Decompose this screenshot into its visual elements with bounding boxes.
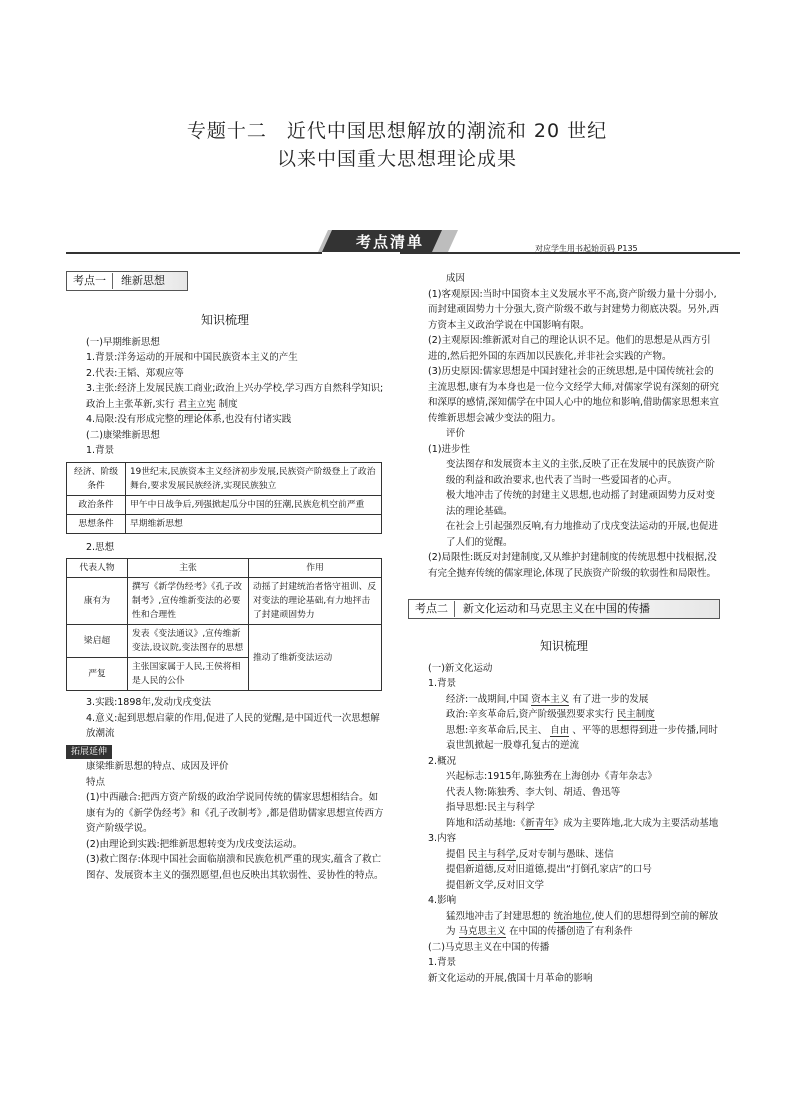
paragraph: 1.背景: [428, 957, 457, 968]
thought-table: [66, 558, 382, 691]
table-header: 主张: [128, 559, 249, 578]
text: 有了进一步的发展: [572, 693, 649, 705]
answer-text: 民主与科学: [468, 848, 516, 860]
paragraph: (2)主观原因:维新派对自己的理论认识不足。他们的思想是从西方引进的,然后把外国的东西加以民族化,并非社会实践的产物。: [428, 335, 711, 362]
table-cell: 政治条件: [67, 495, 126, 514]
table-cell: 经济、阶级条件: [67, 462, 126, 495]
paragraph: 1.背景: [86, 445, 115, 456]
page-title-line2: 以来中国重大思想理论成果: [276, 148, 517, 170]
topic-title: 维新思想: [121, 274, 165, 288]
table-row: [67, 625, 382, 658]
table-header: 代表人物: [67, 559, 128, 578]
paragraph: [408, 924, 720, 940]
text: 制度: [218, 398, 238, 410]
paragraph: 评价: [446, 428, 466, 439]
text: 》成为主要阵地,北大成为主要活动基地: [553, 817, 719, 829]
table-row: [67, 578, 382, 625]
table-cell: 思想条件: [67, 514, 126, 533]
table-cell: 发表《变法通议》,宣传维新变法,设议院,变法图存的思想: [128, 625, 249, 658]
paragraph: 康梁维新思想的特点、成因及评价: [86, 761, 229, 772]
topic-header-2: [408, 599, 720, 619]
answer-text: 马克思主义: [458, 926, 507, 937]
text: 思想:辛亥革命后,民主、: [446, 724, 548, 736]
paragraph: 1.背景:洋务运动的开展和中国民族资本主义的产生: [86, 352, 298, 363]
text: ,反对专制与愚昧、迷信: [515, 848, 614, 860]
table-header-row: [67, 559, 382, 578]
table-row: [67, 462, 382, 495]
subsection-title: (一)早期维新思想: [86, 336, 160, 348]
paragraph: 3.内容: [428, 833, 457, 844]
topic-header-1: [66, 271, 188, 291]
table-header: 作用: [249, 559, 382, 578]
table-cell: 康有为: [67, 578, 128, 625]
table-cell: 推动了维新变法运动: [249, 625, 382, 691]
table-cell: 严复: [67, 658, 128, 691]
paragraph: [408, 816, 720, 832]
table-cell: 主张国家属于人民,王侯将相是人民的公仆: [128, 658, 249, 691]
paragraph: 4.影响: [428, 895, 457, 906]
left-column: [66, 271, 384, 883]
table-row: [67, 495, 382, 514]
paragraph: 成因: [446, 273, 466, 284]
text: ,使人们的思想得到空前的解放: [591, 910, 719, 922]
answer-text: 统治地位: [553, 910, 592, 922]
table-cell: 早期维新思想: [126, 514, 382, 533]
extension-label-wrap: [66, 744, 384, 760]
paragraph: 2.思想: [86, 541, 115, 553]
text: 政治:辛亥革命后,资产阶级强烈要求实行: [446, 709, 614, 720]
text: 在中国的传播创造了有利条件: [509, 926, 633, 937]
table-cell: 动摇了封建统治者恪守祖训、反对变法的理论基础,有力地抨击了封建顽固势力: [249, 578, 382, 625]
paragraph: 特点: [86, 776, 106, 788]
paragraph: 4.意义:起到思想启蒙的作用,促进了人民的觉醒,是中国近代一次思想解放潮流: [86, 712, 380, 739]
paragraph: 指导思想:民主与科学: [446, 802, 535, 813]
table-cell: 撰写《新学伪经考》《孔子改制考》,宣传维新变法的必要性和合理性: [128, 578, 249, 625]
paragraph: [408, 909, 720, 925]
subsection-title: (一)新文化运动: [428, 662, 493, 674]
paragraph: 代表人物:陈独秀、李大钊、胡适、鲁迅等: [446, 786, 621, 798]
table-cell: 甲午中日战争后,列强掀起瓜分中国的狂潮,民族危机空前严重: [126, 495, 382, 514]
paragraph: (2)由理论到实践:把维新思想转变为戊戌变法运动。: [86, 838, 303, 850]
paragraph: (3)历史原因:儒家思想是中国封建社会的正统思想,是中国传统社会的主流思想,康有为本身也是一位今文经学大师,对儒家学说有深刻的研究和深厚的感情,深知儒学在中国人心中的地位和影响,借助儒家思想来宣传维新思想会减少变法的阻力。: [428, 366, 720, 424]
paragraph: 4.局限:没有形成完整的理论体系,也没有付诸实践: [86, 414, 292, 425]
banner-label: 考点清单: [355, 233, 424, 251]
answer-text: 资本主义: [531, 693, 570, 705]
banner-rule-left: [66, 252, 322, 254]
text: 猛烈地冲击了封建思想的: [446, 910, 551, 922]
paragraph: 变法图存和发展资本主义的主张,反映了正在发展中的民族资产阶级的利益和政治要求,也代表了当时一些爱国者的心声。: [446, 459, 716, 486]
section-heading: 知识梳理: [539, 639, 588, 653]
paragraph: [408, 847, 720, 863]
paragraph: 3.实践:1898年,发动戊戌变法: [86, 697, 211, 708]
text: 阵地和活动基地:《: [446, 817, 526, 829]
extension-label: 拓展延伸: [66, 745, 112, 759]
section-heading: 知识梳理: [200, 313, 249, 327]
text: 提倡: [446, 848, 466, 860]
paragraph: (2)局限性:既反对封建制度,又从维护封建制度的传统思想中找根据,没有完全抛弃传统的儒家理论,体现了民族资产阶级的软弱性和局限性。: [428, 552, 717, 579]
paragraph: 提倡新文学,反对旧文学: [446, 879, 545, 891]
paragraph: (1)进步性: [428, 443, 470, 455]
page-reference: 对应学生用书起始页码 P135: [535, 244, 638, 253]
answer-text: 新青年: [525, 817, 554, 829]
paragraph: 在社会上引起强烈反响,有力地推动了戊戌变法运动的开展,也促进了人们的觉醒。: [446, 521, 719, 548]
table-cell: 梁启超: [67, 625, 128, 658]
topic-number: 考点一: [67, 273, 113, 289]
answer-text: 民主制度: [616, 709, 655, 720]
paragraph: [66, 381, 384, 412]
answer-text: 自由: [550, 724, 570, 736]
paragraph: [408, 723, 720, 754]
subsection-title: (二)马克思主义在中国的传播: [428, 941, 550, 953]
right-column: [408, 271, 720, 986]
text: 为: [446, 926, 456, 937]
text: 3.主张:经济上发展民族工商业;政治上兴办学校,学习西方自然科学知识;政治上主张革新,实行: [86, 383, 384, 410]
paragraph: [408, 707, 720, 723]
paragraph: 兴起标志:1915年,陈独秀在上海创办《青年杂志》: [446, 771, 657, 782]
background-table: [66, 462, 382, 534]
paragraph: (3)救亡图存:体现中国社会面临崩溃和民族危机严重的现实,蕴含了救亡图存、发展资本主义的强烈愿望,但也反映出其软弱性、妥协性的特点。: [86, 854, 384, 881]
answer-text: 君主立宪: [177, 398, 216, 410]
text: 经济:一战期间,中国: [446, 693, 529, 705]
text: 、平等的思想得到进一步传播,同时袁世凯掀起一股尊孔复古的逆流: [446, 724, 718, 751]
paragraph: 极大地冲击了传统的封建主义思想,也动摇了封建顽固势力反对变法的理论基础。: [446, 490, 716, 517]
paragraph: 2.概况: [428, 755, 457, 767]
paragraph: 新文化运动的开展,俄国十月革命的影响: [428, 972, 593, 984]
paragraph: 2.代表:王韬、郑观应等: [86, 367, 184, 379]
topic-title: 新文化运动和马克思主义在中国的传播: [463, 602, 650, 616]
page-title-line1: 专题十二 近代中国思想解放的潮流和 20 世纪: [186, 120, 608, 142]
paragraph: (1)客观原因:当时中国资本主义发展水平不高,资产阶级力量十分弱小,而封建顽固势力十分强大,资产阶级不敢与封建势力彻底决裂。另外,西方资本主义政治学说在中国影响有限。: [428, 288, 720, 331]
table-row: [67, 514, 382, 533]
topic-number: 考点二: [409, 601, 455, 617]
table-cell: 19世纪末,民族资本主义经济初步发展,民族资产阶级登上了政治舞台,要求发展民族经济,实现民族独立: [126, 462, 382, 495]
paragraph: (1)中西融合:把西方资产阶级的政治学说同传统的儒家思想相结合。如康有为的《新学伪经考》和《孔子改制考》,都是借助儒家思想宣传西方资产阶级学说。: [86, 792, 384, 834]
paragraph: 1.背景: [428, 678, 457, 689]
subsection-title: (二)康梁维新思想: [86, 429, 160, 441]
paragraph: 提倡新道德,反对旧道德,提出“打倒孔家店”的口号: [446, 864, 652, 875]
paragraph: [408, 692, 720, 708]
